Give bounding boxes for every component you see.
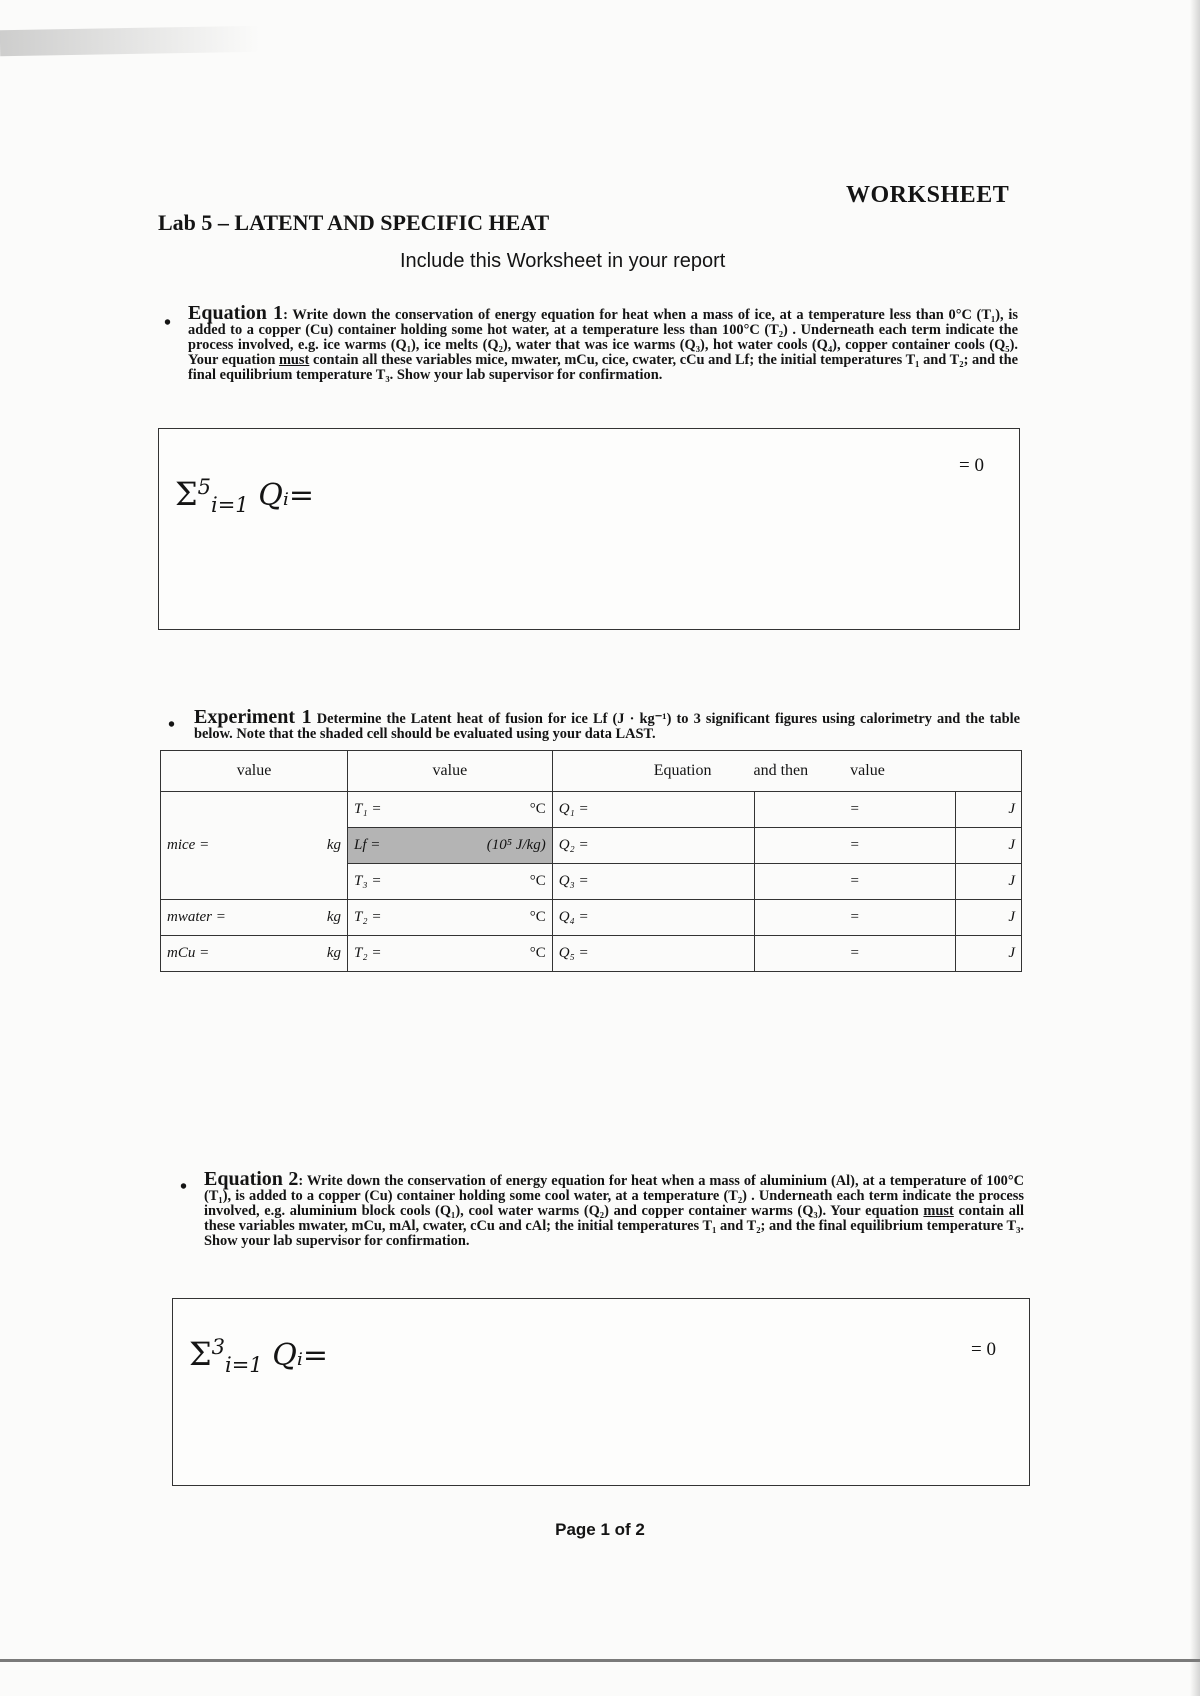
mass-cu-cell[interactable]: mCu = kg (161, 936, 348, 972)
q4-cell[interactable]: Q₄ = (552, 900, 754, 936)
q5-unit: J (955, 936, 1021, 972)
scan-artifact-right (1190, 0, 1200, 1696)
table-header-value: value (850, 762, 885, 779)
sigma-icon: Σ (189, 1335, 212, 1373)
table-row (161, 900, 1022, 936)
experiment1-instructions (194, 706, 1021, 742)
q1-cell[interactable]: Q₁ = (552, 792, 754, 828)
equation1-summation (175, 475, 314, 517)
t2-cell[interactable]: T₂ = °C (348, 900, 553, 936)
q2-unit: J (955, 828, 1021, 864)
subtitle: Include this Worksheet in your report (400, 250, 726, 272)
equation2-equals-zero: = 0 (971, 1339, 996, 1360)
equation1-sum-lower: i=1 (211, 493, 249, 517)
equation2-summation (189, 1335, 328, 1377)
equation2-instructions (204, 1168, 1025, 1249)
table-header-cell (552, 751, 1021, 792)
table-header-row (161, 751, 1022, 792)
mass-water-cell[interactable]: mwater = kg (161, 900, 348, 936)
lab-title: Lab 5 – LATENT AND SPECIFIC HEAT (158, 210, 550, 235)
t3-cell[interactable]: T₃ = °C (348, 864, 553, 900)
mass-ice-cell[interactable]: mice = kg (161, 792, 348, 900)
equation1-sum-term: Qᵢ= (258, 478, 315, 513)
q3-cell[interactable]: Q₃ = (552, 864, 754, 900)
q5-equals: = (754, 936, 955, 972)
equation1-answer-box[interactable] (158, 428, 1020, 630)
equation2-must: must (923, 1203, 954, 1219)
scan-artifact-top (0, 26, 260, 57)
equation2-answer-box[interactable] (172, 1298, 1030, 1486)
equation1-must: must (278, 352, 310, 368)
equation2-sum-term: Qᵢ= (272, 1338, 329, 1373)
t1-cell[interactable]: T₁ = °C (348, 792, 553, 828)
table-header-and-then: and then (753, 762, 809, 779)
table-header-cell: value (348, 751, 553, 792)
t2-cu-cell[interactable]: T₂ = °C (348, 936, 553, 972)
bullet-icon: • (164, 312, 172, 334)
table-row (161, 792, 1022, 828)
equation1-sum-upper: 5 (197, 475, 211, 499)
experiment1-text: Determine the Latent heat of fusion for ice Lf (J · kg⁻¹) to 3 significant figures using calorimetry and the table below. Note that the shaded cell should be evaluated using your data LAST. (194, 711, 1021, 742)
lf-shaded-cell[interactable]: Lf = (10⁵ J/kg) (348, 828, 553, 864)
q5-cell[interactable]: Q₅ = (552, 936, 754, 972)
q2-cell[interactable]: Q₂ = (552, 828, 754, 864)
equation2-sum-lower: i=1 (225, 1353, 263, 1377)
equation1-instructions (188, 302, 1018, 383)
table-header-cell: value (161, 751, 348, 792)
q2-equals: = (754, 828, 955, 864)
q1-unit: J (955, 792, 1021, 828)
calorimetry-table (160, 750, 1022, 972)
equation1-text2: contain all these variables mice, mwater, mCu, cice, cwater, cCu and Lf; the initial temperatures T₁ and T₂; and the final equilibrium temperature T₃. Show your lab supervisor for confirmation. (188, 352, 1018, 383)
equation2-sum-upper: 3 (211, 1335, 225, 1359)
table-header-equation: Equation (653, 762, 712, 779)
equation2-text: : Write down the conservation of energy equation for heat when a mass of aluminium (Al), at a temperature of 100°C (T₁), is added to a copper (Cu) container holding some cool water, at a temperature (T₂) . Underneath each term indicate the process involved, e.g. aluminium block cools (Q₁), cool water warms (Q₂) and copper container warms (Q₃). Your equation (204, 1173, 1024, 1219)
q3-unit: J (955, 864, 1021, 900)
equation1-text: : Write down the conservation of energy equation for heat when a mass of ice, at a temperature less than 0°C (T₁), is added to a copper (Cu) container holding some hot water, at a temperature less than 100°C (T₂) . Underneath each term indicate the process involved, e.g. ice warms (Q₁), ice melts (Q₂), water that was ice warms (Q₃), hot water cools (Q₄), copper container cools (Q₅). Your equation (188, 307, 1018, 368)
q4-equals: = (754, 900, 955, 936)
equation2-text2: contain all these variables mwater, mCu, mAl, cwater, cCu and cAl; the initial temperatures T₁ and T₂; and the final equilibrium temperature T₃. Show your lab supervisor for confirmation. (204, 1203, 1025, 1249)
equation2-lead: Equation 2 (204, 1168, 299, 1190)
bullet-icon: • (180, 1176, 188, 1198)
q4-unit: J (955, 900, 1021, 936)
page-number: Page 1 of 2 (555, 1520, 645, 1539)
worksheet-label: WORKSHEET (846, 182, 1010, 208)
equation1-lead: Equation 1 (188, 302, 284, 324)
table-row (161, 936, 1022, 972)
q1-equals: = (754, 792, 955, 828)
bullet-icon: • (168, 714, 176, 736)
q3-equals: = (754, 864, 955, 900)
experiment1-lead: Experiment 1 (194, 706, 312, 728)
scan-artifact-bottom (0, 1659, 1200, 1662)
sigma-icon: Σ (175, 475, 198, 513)
equation1-equals-zero: = 0 (959, 455, 984, 476)
